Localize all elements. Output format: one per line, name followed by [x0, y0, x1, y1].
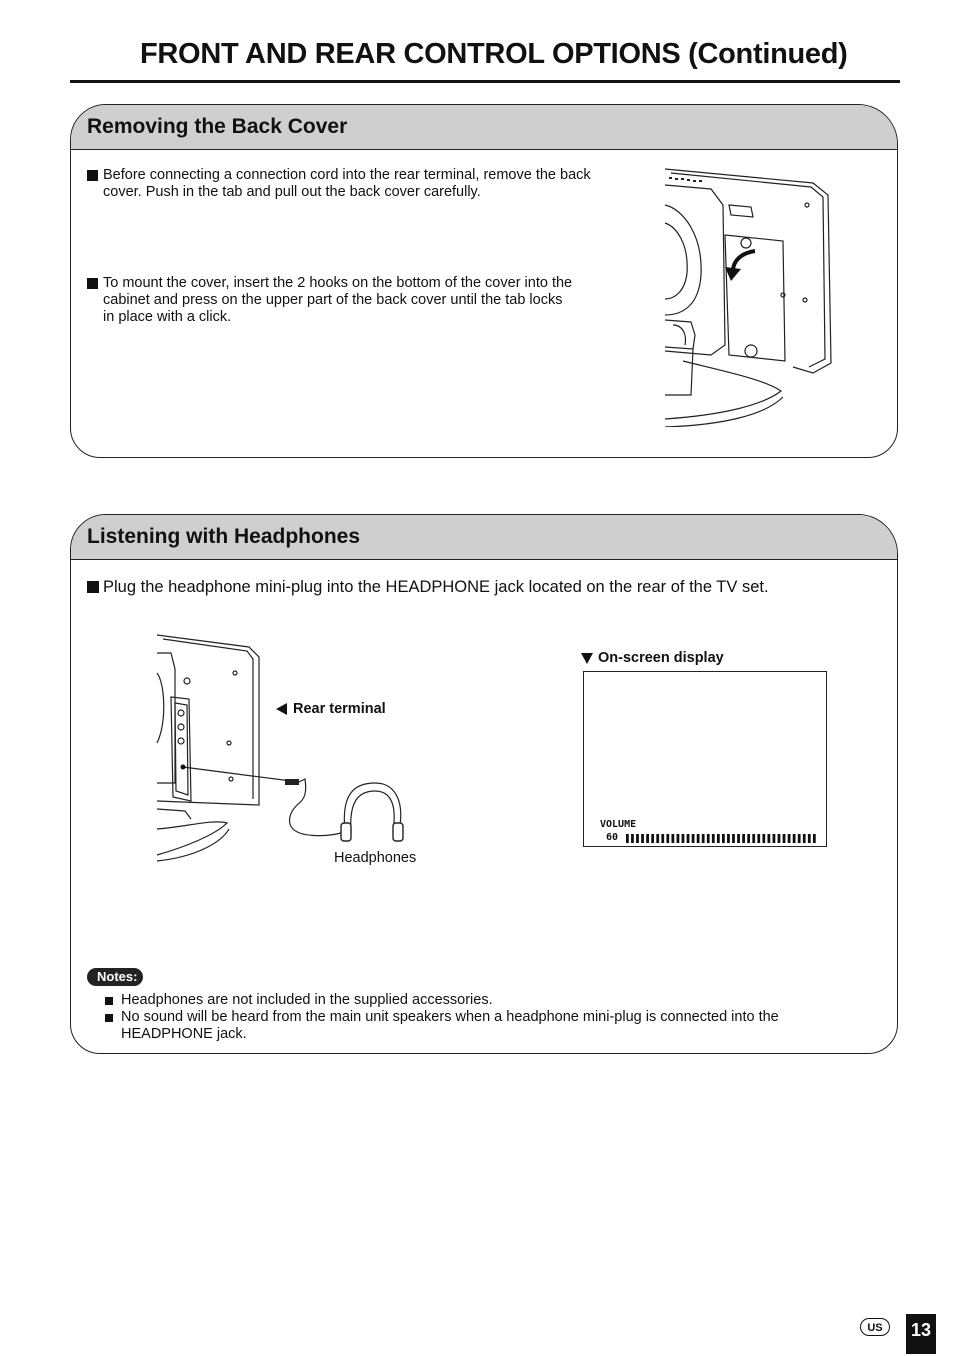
volume-tick: [671, 834, 674, 843]
volume-tick: [732, 834, 735, 843]
bullet-plug-headphones: Plug the headphone mini-plug into the HEADPHONE jack located on the rear of the TV set.: [87, 577, 847, 597]
volume-tick: [803, 834, 806, 843]
bullet-remove-cover: Before connecting a connection cord into the rear terminal, remove the back cover. Push in the tab and pull out the back cover carefully.: [87, 167, 607, 201]
square-bullet-icon: [105, 1014, 113, 1022]
volume-tick: [813, 834, 816, 843]
region-badge: US: [860, 1318, 890, 1336]
volume-tick: [747, 834, 750, 843]
note-item: No sound will be heard from the main unit speakers when a headphone mini-plug is connected into the HEADPHONE jack.: [105, 1009, 845, 1043]
volume-tick: [808, 834, 811, 843]
square-bullet-icon: [87, 278, 98, 289]
volume-label: VOLUME: [600, 819, 637, 830]
volume-tick: [788, 834, 791, 843]
section-heading: Listening with Headphones: [71, 515, 897, 560]
volume-tick: [651, 834, 654, 843]
volume-tick: [697, 834, 700, 843]
left-arrow-icon: [276, 703, 287, 715]
volume-tick: [762, 834, 765, 843]
volume-tick: [626, 834, 629, 843]
section-heading: Removing the Back Cover: [71, 105, 897, 150]
volume-tick: [692, 834, 695, 843]
square-bullet-icon: [87, 581, 99, 593]
onscreen-display-label: On-screen display: [581, 650, 724, 666]
volume-value: 60: [606, 832, 619, 843]
rear-terminal-label: Rear terminal: [276, 701, 386, 717]
back-cover-illustration: [663, 165, 843, 427]
volume-tick: [707, 834, 710, 843]
note-item: Headphones are not included in the supplied accessories.: [105, 992, 845, 1009]
headphones-label: Headphones: [334, 850, 417, 866]
volume-tick: [773, 834, 776, 843]
volume-tick: [752, 834, 755, 843]
volume-tick: [742, 834, 745, 843]
section-listening-headphones: [70, 514, 898, 1054]
volume-tick: [783, 834, 786, 843]
volume-tick: [682, 834, 685, 843]
volume-tick: [702, 834, 705, 843]
volume-tick: [646, 834, 649, 843]
volume-tick: [737, 834, 740, 843]
page-title: FRONT AND REAR CONTROL OPTIONS (Continued): [140, 38, 848, 70]
volume-tick: [757, 834, 760, 843]
volume-tick: [631, 834, 634, 843]
volume-tick: [641, 834, 644, 843]
volume-tick: [767, 834, 770, 843]
volume-tick: [636, 834, 639, 843]
volume-tick: [712, 834, 715, 843]
volume-tick: [661, 834, 664, 843]
volume-tick: [722, 834, 725, 843]
section-removing-back-cover: [70, 104, 898, 458]
title-rule: [70, 80, 900, 83]
volume-level-bar: [626, 834, 818, 843]
down-arrow-icon: [581, 653, 593, 664]
volume-tick: [727, 834, 730, 843]
volume-tick: [656, 834, 659, 843]
notes-label: Notes:: [87, 968, 143, 986]
page-number: 13: [906, 1314, 936, 1354]
volume-tick: [778, 834, 781, 843]
volume-tick: [793, 834, 796, 843]
volume-tick: [666, 834, 669, 843]
rear-terminal-headphones-illustration: [155, 633, 415, 869]
onscreen-display-box: [583, 671, 827, 847]
bullet-mount-cover: To mount the cover, insert the 2 hooks on the bottom of the cover into the cabinet and press on the upper part of the back cover until the tab locks in place with a click.: [87, 275, 577, 326]
volume-tick: [677, 834, 680, 843]
square-bullet-icon: [105, 997, 113, 1005]
square-bullet-icon: [87, 170, 98, 181]
volume-tick: [798, 834, 801, 843]
volume-tick: [717, 834, 720, 843]
volume-tick: [687, 834, 690, 843]
